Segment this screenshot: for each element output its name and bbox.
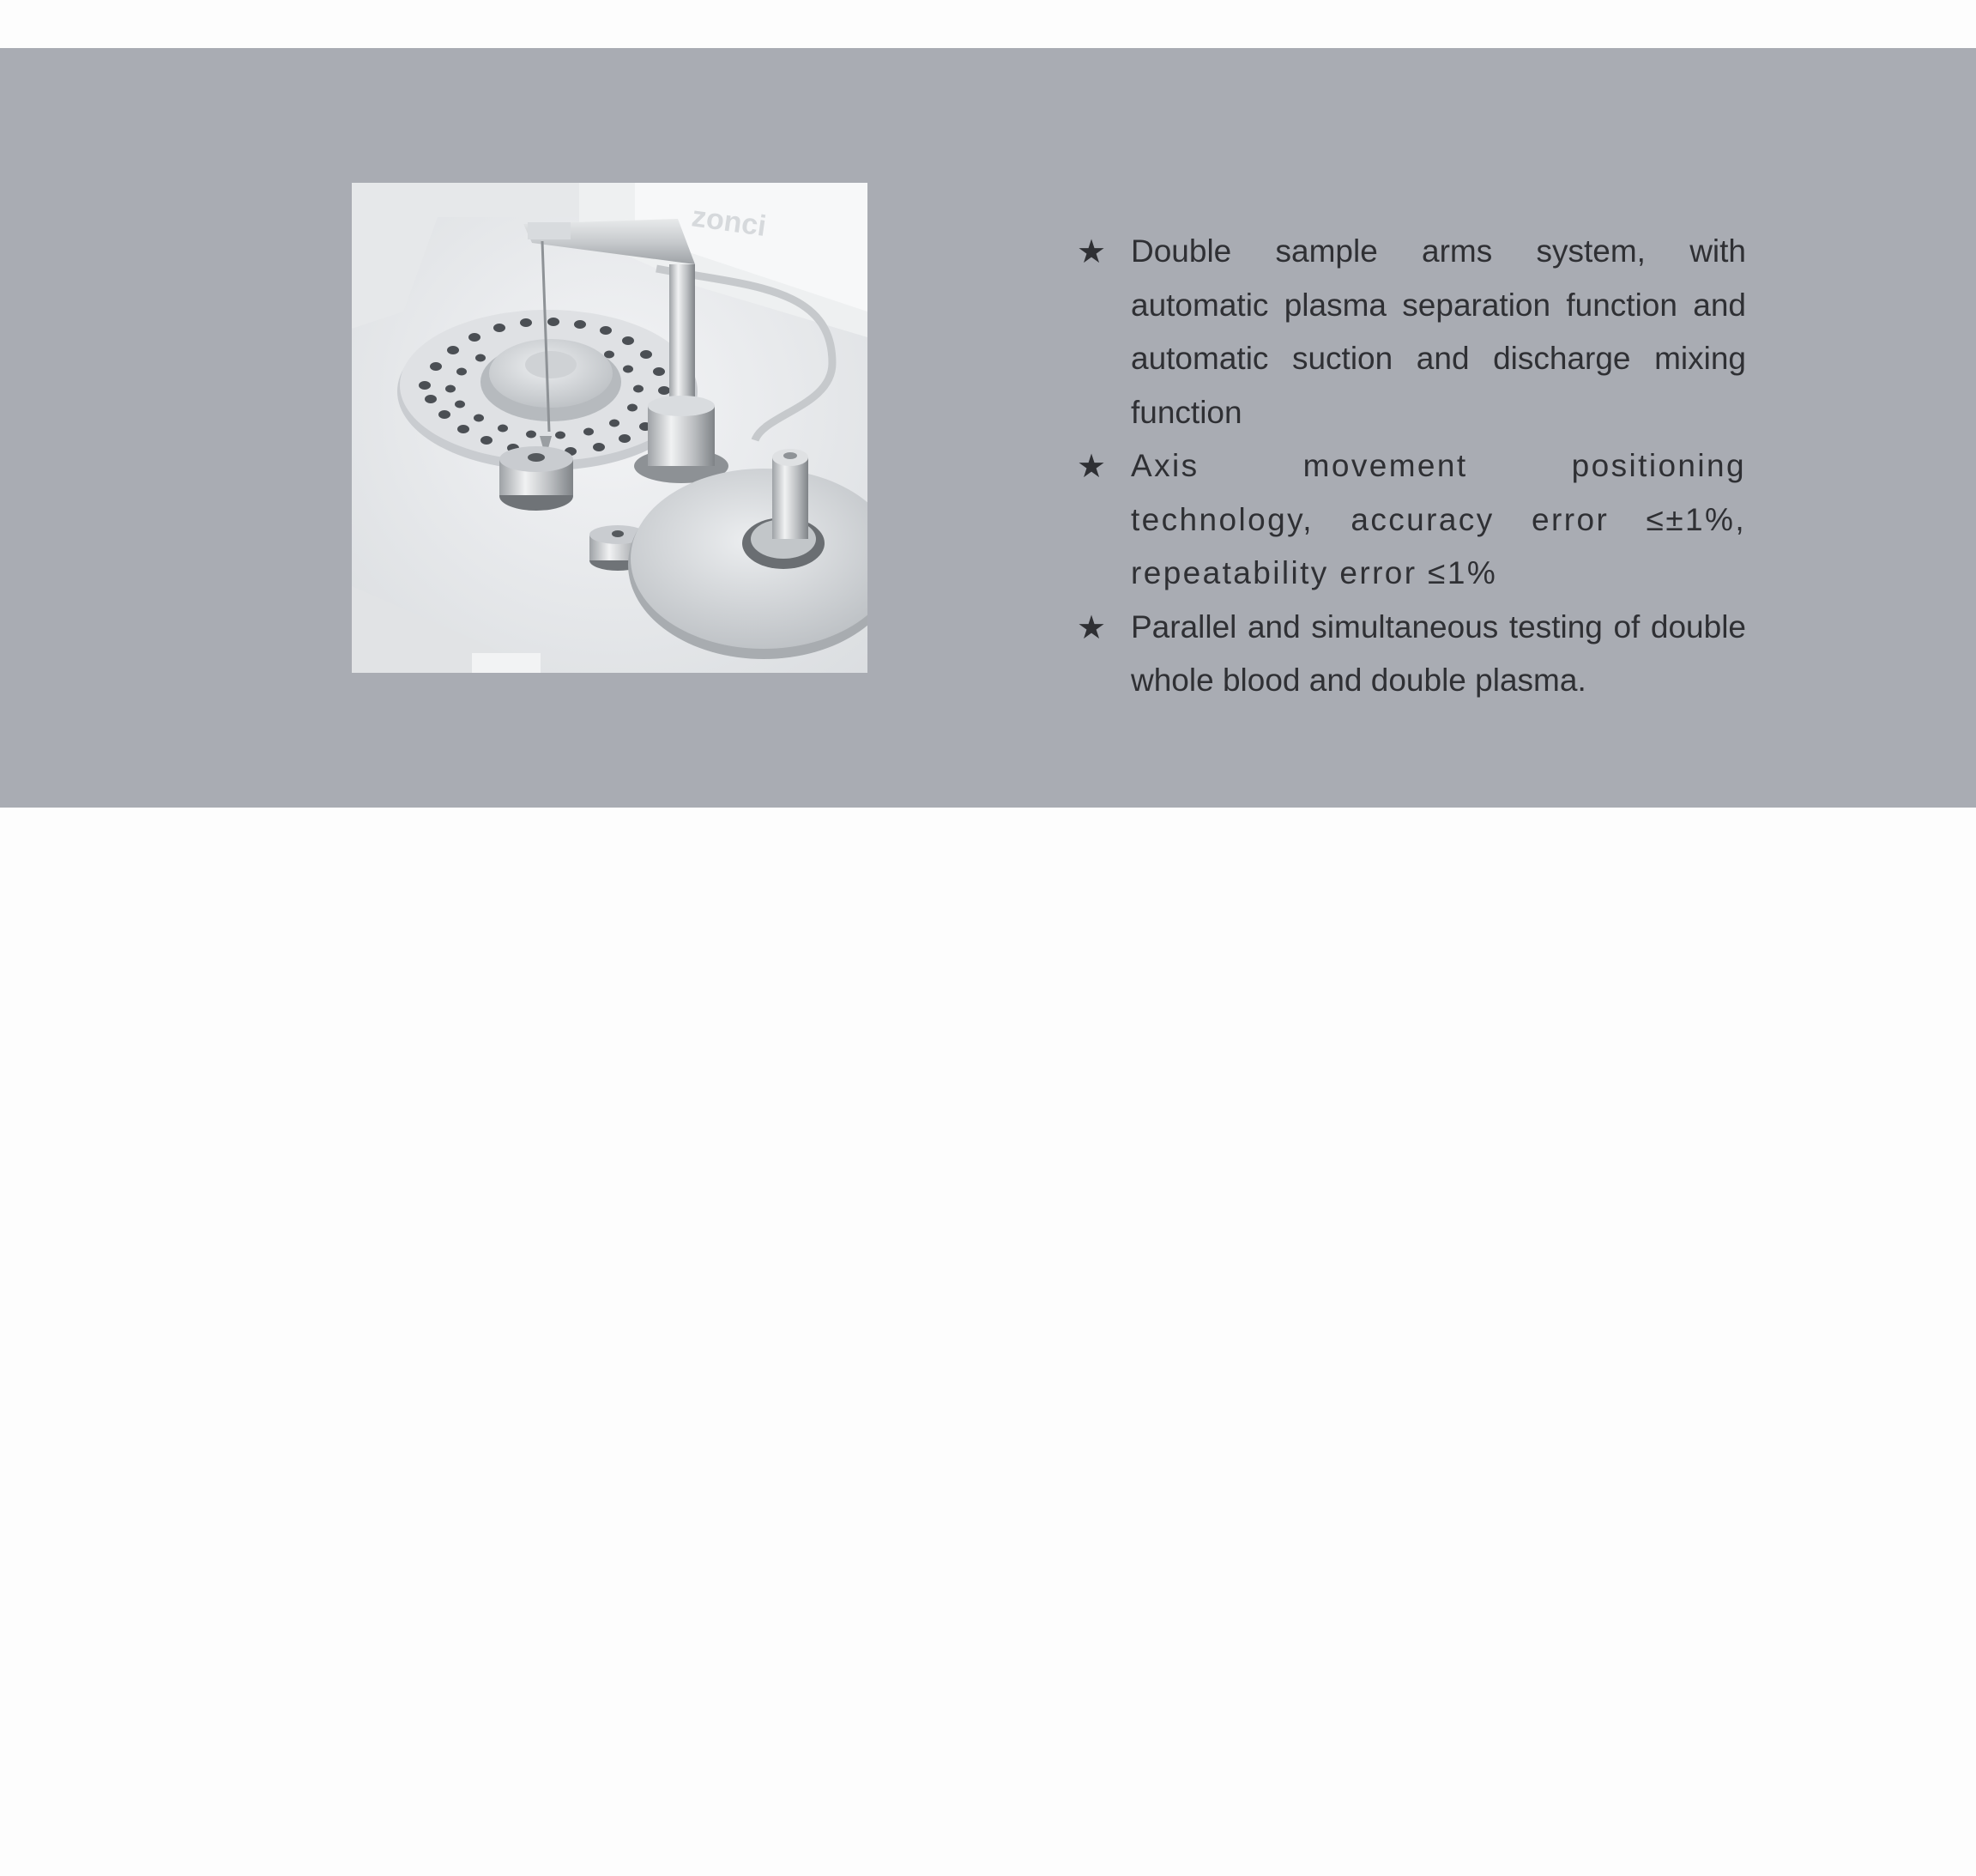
feature-text: Axis movement positioning technology, accuracy error ≤±1%, repeatability error ≤1%: [1131, 448, 1746, 590]
star-icon: ★: [1077, 447, 1107, 485]
feature-text: Parallel and simultaneous testing of double whole blood and double plasma.: [1131, 608, 1746, 698]
star-icon: ★: [1077, 608, 1107, 646]
brand-mark: zonci: [689, 200, 769, 244]
star-icon: ★: [1077, 233, 1107, 270]
feature-item-axis-positioning: [1077, 439, 1746, 601]
feature-list: [1077, 225, 1746, 708]
feature-item-parallel-testing: [1077, 601, 1746, 708]
feature-item-double-sample-arms: [1077, 225, 1746, 439]
product-photo: [352, 183, 867, 673]
feature-text: Double sample arms system, with automatic plasma separation function and automatic suction and discharge mixing function: [1131, 233, 1746, 430]
